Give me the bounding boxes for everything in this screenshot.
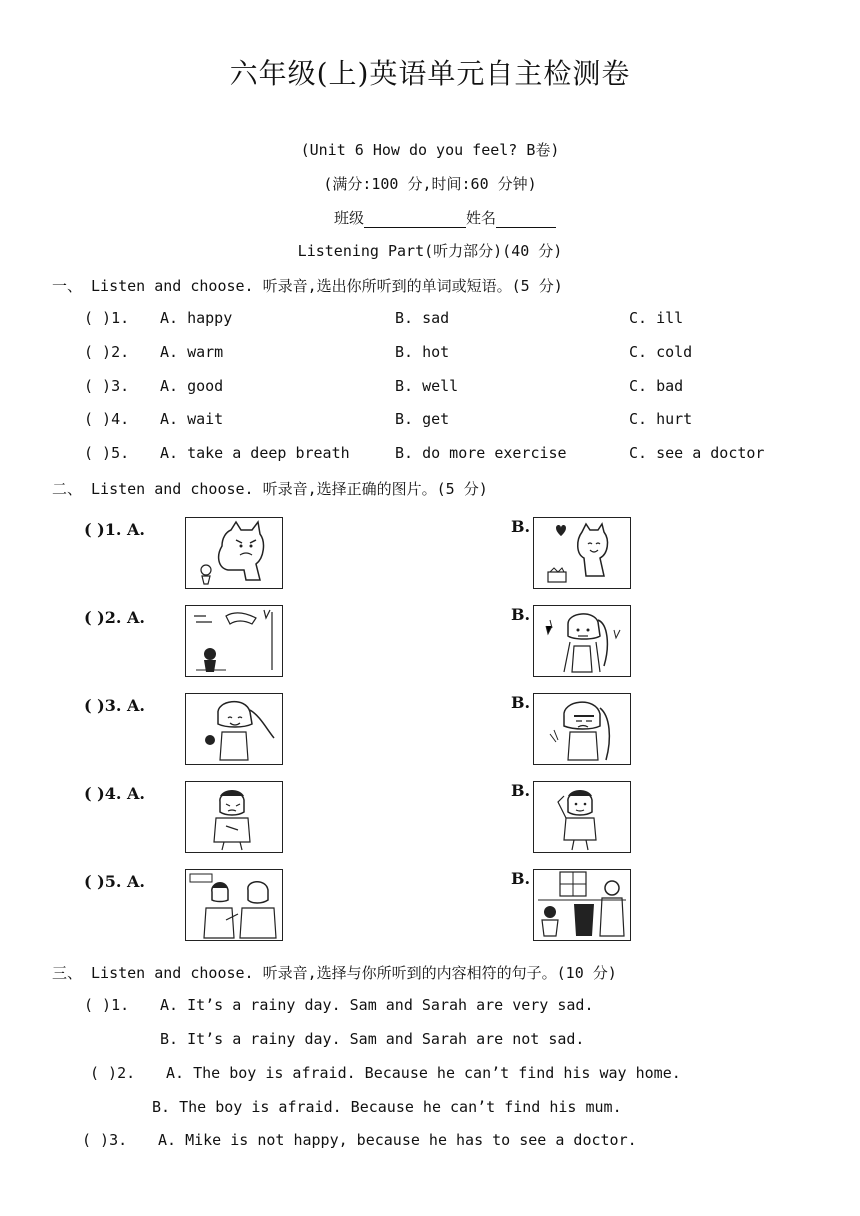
girl-cold-picture[interactable] (533, 605, 631, 677)
option-a: A. wait (160, 410, 224, 428)
item-number[interactable]: ( )1. (84, 309, 130, 327)
option-a: A. take a deep breath (160, 444, 350, 462)
girl-happy-picture[interactable] (185, 693, 283, 765)
class-label: 班级 (333, 209, 364, 227)
picture-option-b-label: B. (511, 781, 531, 800)
picture-item-number[interactable]: ( )2. A. (84, 608, 145, 627)
option-b: B. do more exercise (395, 444, 567, 462)
listening-part-heading: Listening Part(听力部分)(40 分) (297, 242, 563, 260)
sentence-option-a: A. Mike is not happy, because he has to see a doctor. (158, 1131, 637, 1149)
family-room-picture[interactable] (533, 869, 631, 941)
item-number[interactable]: ( )4. (84, 410, 130, 428)
section1-heading: 一、 Listen and choose. 听录音,选出你所听到的单词或短语。(5 分) (52, 277, 563, 295)
section2-heading: 二、 Listen and choose. 听录音,选择正确的图片。(5 分) (52, 480, 488, 498)
option-b: B. hot (395, 343, 450, 361)
page-title: 六年级(上)英语单元自主检测卷 (229, 57, 631, 90)
option-a: A. warm (160, 343, 224, 361)
student-info-line (0, 207, 860, 228)
picture-item-number[interactable]: ( )3. A. (84, 696, 145, 715)
sentence-option-a: A. The boy is afraid. Because he can’t find his way home. (166, 1064, 681, 1082)
option-c: C. ill (629, 309, 684, 327)
picture-option-b-label: B. (511, 693, 531, 712)
class-field[interactable] (364, 213, 466, 228)
item-number[interactable]: ( )3. (82, 1131, 128, 1149)
picture-option-b-label: B. (511, 517, 531, 536)
unit-subtitle: (Unit 6 How do you feel? B卷) (300, 141, 560, 159)
name-field[interactable] (496, 213, 556, 228)
happy-cat-picture[interactable] (533, 517, 631, 589)
girl-sad-picture[interactable] (533, 693, 631, 765)
picture-option-b-label: B. (511, 869, 531, 888)
sentence-option-a: A. It’s a rainy day. Sam and Sarah are very sad. (160, 996, 594, 1014)
option-c: C. hurt (629, 410, 693, 428)
option-a: A. happy (160, 309, 233, 327)
item-number[interactable]: ( )3. (84, 377, 130, 395)
item-number[interactable]: ( )2. (84, 343, 130, 361)
option-a: A. good (160, 377, 224, 395)
option-c: C. see a doctor (629, 444, 765, 462)
picture-option-b-label: B. (511, 605, 531, 624)
picture-item-number[interactable]: ( )4. A. (84, 784, 145, 803)
section3-heading: 三、 Listen and choose. 听录音,选择与你所听到的内容相符的句子。(10 分) (52, 964, 617, 982)
name-label: 姓名 (466, 209, 497, 227)
item-number[interactable]: ( )2. (90, 1064, 136, 1082)
option-b: B. well (395, 377, 459, 395)
doctor-visit-picture[interactable] (185, 869, 283, 941)
item-number[interactable]: ( )1. (84, 996, 130, 1014)
boy-worried-picture[interactable] (533, 781, 631, 853)
picture-item-number[interactable]: ( )1. A. (84, 520, 145, 539)
sentence-option-b: B. The boy is afraid. Because he can’t find his mum. (152, 1098, 622, 1116)
picture-item-number[interactable]: ( )5. A. (84, 872, 145, 891)
option-b: B. get (395, 410, 450, 428)
option-c: C. cold (629, 343, 693, 361)
angry-cat-picture[interactable] (185, 517, 283, 589)
score-time-info: (满分:100 分,时间:60 分钟) (323, 175, 537, 193)
cold-scene-picture[interactable] (185, 605, 283, 677)
item-number[interactable]: ( )5. (84, 444, 130, 462)
option-c: C. bad (629, 377, 684, 395)
option-b: B. sad (395, 309, 450, 327)
sentence-option-b: B. It’s a rainy day. Sam and Sarah are not sad. (160, 1030, 585, 1048)
boy-sick-picture[interactable] (185, 781, 283, 853)
